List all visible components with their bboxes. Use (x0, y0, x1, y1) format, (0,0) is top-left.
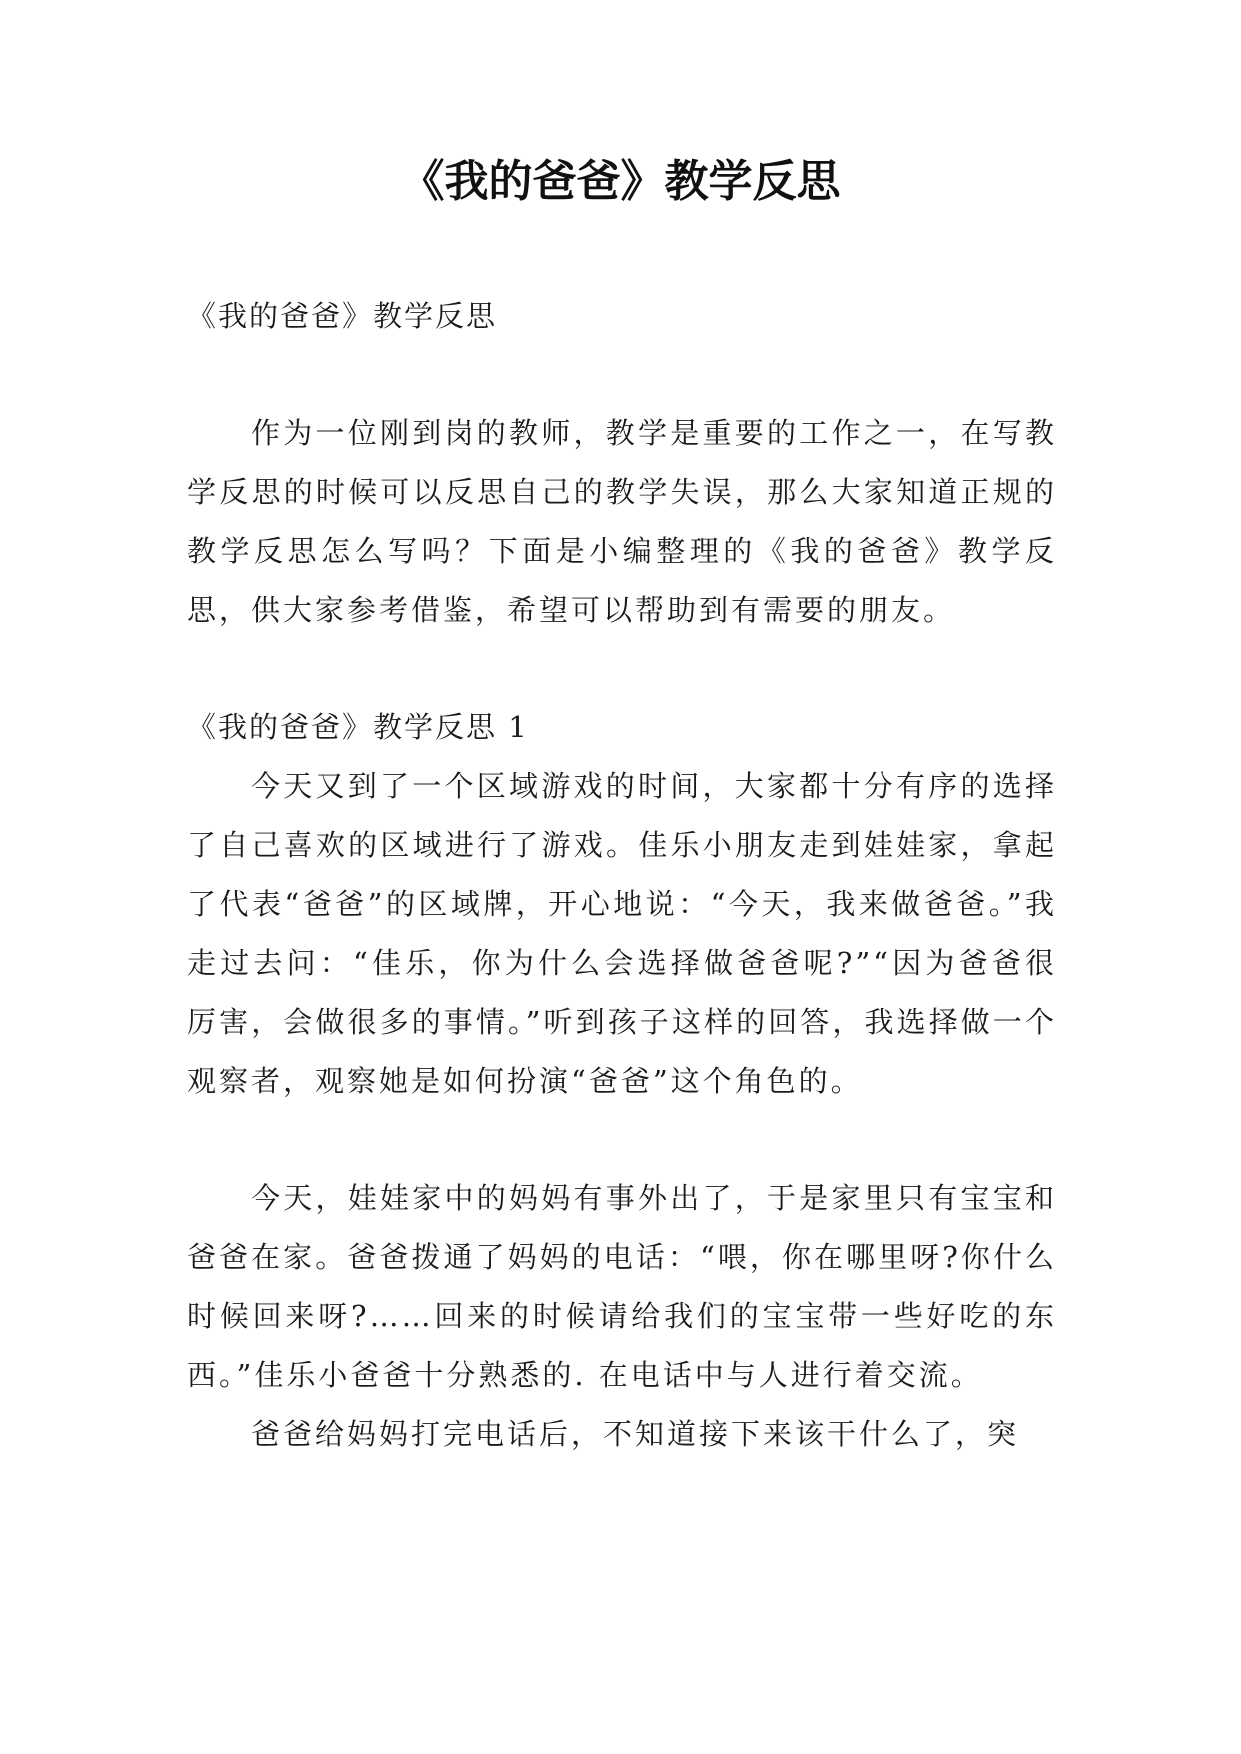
body-paragraph: 今天，娃娃家中的妈妈有事外出了，于是家里只有宝宝和爸爸在家。爸爸拨通了妈妈的电话：“喂，你在哪里呀?你什么时候回来呀?……回来的时候请给我们的宝宝带一些好吃的东西。”佳乐小爸爸十分熟悉的. 在电话中与人进行着交流。 (187, 1181, 1057, 1392)
document-title: 《我的爸爸》教学反思 (400, 156, 841, 207)
spacer (187, 346, 1057, 404)
document-body (187, 287, 1057, 1464)
body-paragraph: 今天又到了一个区域游戏的时间，大家都十分有序的选择了自己喜欢的区域进行了游戏。佳乐小朋友走到娃娃家，拿起了代表“爸爸”的区域牌，开心地说：“今天，我来做爸爸。”我走过去问：“佳乐，你为什么会选择做爸爸呢?”“因为爸爸很厉害，会做很多的事情。”听到孩子这样的回答，我选择做一个观察者，观察她是如何扮演“爸爸”这个角色的。 (187, 769, 1057, 1098)
document-subtitle: 《我的爸爸》教学反思 (187, 299, 498, 333)
spacer (187, 1111, 1057, 1169)
spacer (187, 640, 1057, 698)
section-heading: 《我的爸爸》教学反思 1 (187, 710, 529, 744)
intro-paragraph: 作为一位刚到岗的教师，教学是重要的工作之一，在写教学反思的时候可以反思自己的教学失误，那么大家知道正规的教学反思怎么写吗？下面是小编整理的《我的爸爸》教学反思，供大家参考借鉴，希望可以帮助到有需要的朋友。 (187, 416, 1057, 627)
body-paragraph: 爸爸给妈妈打完电话后，不知道接下来该干什么了，突 (251, 1417, 1020, 1451)
